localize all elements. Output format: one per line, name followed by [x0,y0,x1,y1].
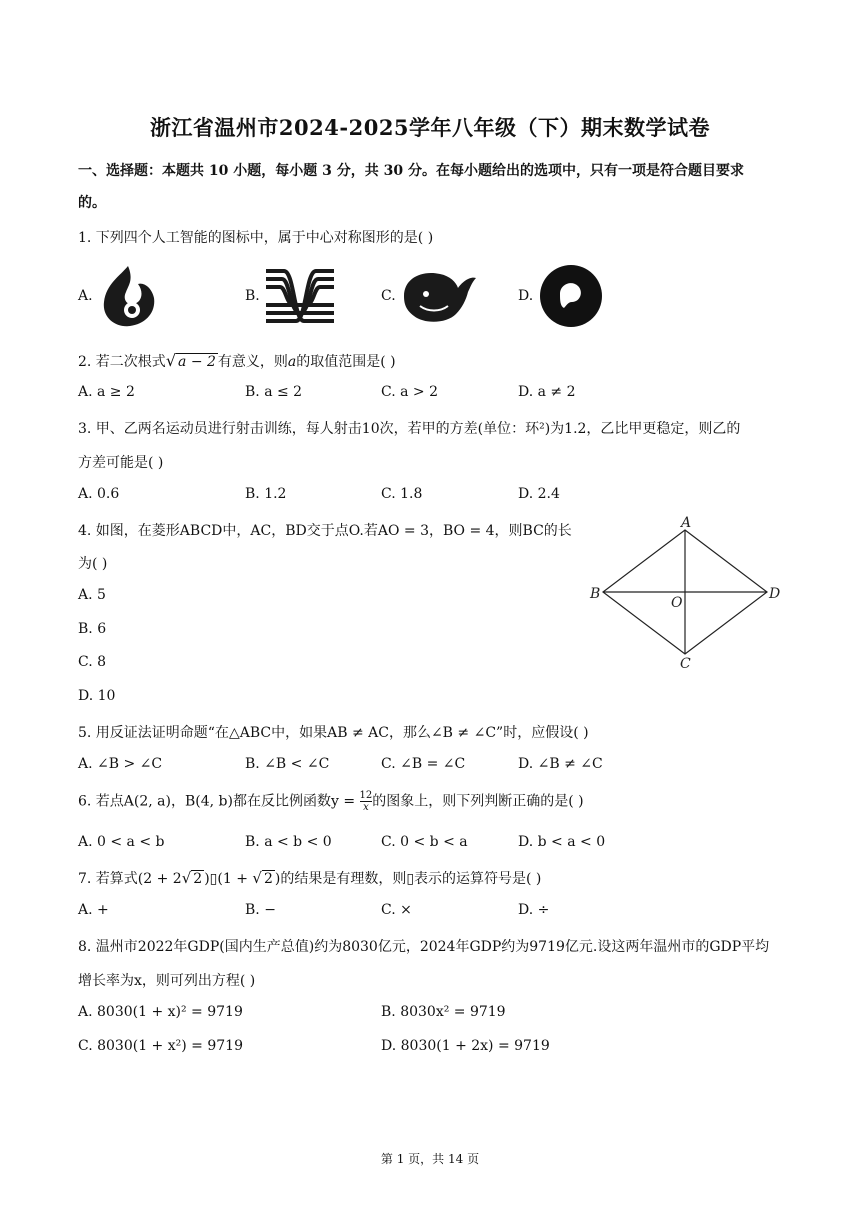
q5-option-c: C. ∠B = ∠C [381,756,466,772]
question-8-stem-cont: 增长率为x，则可列出方程( ) [78,973,256,989]
q5-option-d: D. ∠B ≠ ∠C [518,756,603,772]
q3-option-b: B. 1.2 [245,486,287,502]
q2-option-a: A. a ≥ 2 [78,384,135,400]
q4-option-c: C. 8 [78,654,107,670]
q2-stem-b: 有意义，则 [217,354,288,370]
q4-option-b: B. 6 [78,621,107,637]
q7-radicand-2: 2 [263,871,273,887]
q7-radicand-1: 2 [193,871,203,887]
q6-fraction [360,790,373,813]
q8-option-b: B. 8030x² = 9719 [381,1004,506,1020]
vertex-c-label: C [680,656,691,670]
q2-option-c: C. a > 2 [381,384,438,400]
rhombus-figure [585,512,785,670]
q7-stem-b: )▯(1 + [204,871,253,887]
vertex-d-label: D [769,586,781,602]
q4-option-d: D. 10 [78,688,116,704]
q7-option-d: D. ÷ [518,902,550,918]
q4-option-a: A. 5 [78,587,106,603]
section-header-cont: 的。 [78,195,106,211]
q6-option-a: A. 0 < a < b [78,834,165,850]
q7-stem-c: )的结果是有理数，则▯表示的运算符号是( ) [274,871,542,887]
q6-option-d: D. b < a < 0 [518,834,606,850]
q6-option-b: B. a < b < 0 [245,834,332,850]
q5-option-a: A. ∠B > ∠C [78,756,163,772]
q6-option-c: C. 0 < b < a [381,834,468,850]
question-4-stem: 4. 如图，在菱形ABCD中，AC，BD交于点O.若AO = 3，BO = 4，则BC的长 [78,523,572,539]
question-5-stem: 5. 用反证法证明命题“在△ABC中，如果AB ≠ AC，那么∠B ≠ ∠C”时，应假设( ) [78,725,589,741]
q5-option-b: B. ∠B < ∠C [245,756,330,772]
q8-option-d: D. 8030(1 + 2x) = 9719 [381,1038,550,1054]
q7-option-a: A. + [78,902,109,918]
q2-var: a [287,354,297,370]
wave-lines-logo-icon [264,265,336,327]
page-title: 浙江省温州市2024-2025学年八年级（下）期末数学试卷 [149,115,711,140]
question-3-stem-cont: 方差可能是( ) [78,455,164,471]
q6-denominator: x [360,801,373,813]
vertex-b-label: B [590,586,601,602]
q1-option-c-label: C. [381,288,396,304]
q3-option-c: C. 1.8 [381,486,423,502]
q6-stem-a: 6. 若点A(2, a)，B(4, b)都在反比例函数y = [78,793,360,810]
q7-option-c: C. × [381,902,412,918]
q1-option-b-label: B. [245,288,260,304]
question-2-stem: 2. 若二次根式√ a − 2 有意义，则a的取值范围是( ) [78,351,396,370]
q1-option-d-label: D. [518,288,534,304]
question-1-stem: 1. 下列四个人工智能的图标中，属于中心对称图形的是( ) [78,230,434,246]
q3-option-a: A. 0.6 [78,486,120,502]
question-4-stem-cont: 为( ) [78,556,108,572]
q2-stem-c: 的取值范围是( ) [296,354,396,370]
center-o-label: O [671,595,683,611]
section-header: 一、选择题：本题共 10 小题，每小题 3 分，共 30 分。在每小题给出的选项中，只有一项是符合题目要求 [78,163,744,179]
q2-radicand: a − 2 [178,354,216,370]
vertex-a-label: A [681,515,692,531]
circle-logo-icon [538,264,604,328]
page-footer: 第 1 页，共 14 页 [380,1152,480,1166]
q1-option-a-label: A. [78,288,93,304]
q6-numerator: 12 [359,790,373,801]
question-8-stem: 8. 温州市2022年GDP(国内生产总值)约为8030亿元，2024年GDP约为9719亿元.设这两年温州市的GDP平均 [78,939,770,955]
q2-option-d: D. a ≠ 2 [518,384,576,400]
q2-stem-a: 2. 若二次根式 [78,354,166,370]
q7-stem-a: 7. 若算式(2 + 2 [78,871,182,887]
q3-option-d: D. 2.4 [518,486,560,502]
q8-option-a: A. 8030(1 + x)² = 9719 [78,1004,243,1020]
question-6-stem [78,790,584,813]
question-7-stem: 7. 若算式(2 + 2√ 2 )▯(1 + √ 2 )的结果是有理数，则▯表示的运算符号是( ) [78,869,542,887]
q8-option-c: C. 8030(1 + x²) = 9719 [78,1038,243,1054]
flame-logo-icon [98,262,160,330]
question-3-stem: 3. 甲、乙两名运动员进行射击训练，每人射击10次，若甲的方差(单位：环²)为1.2，乙比甲更稳定，则乙的 [78,421,741,437]
whale-logo-icon [400,266,478,326]
q2-option-b: B. a ≤ 2 [245,384,303,400]
q7-option-b: B. − [245,902,276,918]
q6-stem-b: 的图象上，则下列判断正确的是( ) [372,793,584,810]
